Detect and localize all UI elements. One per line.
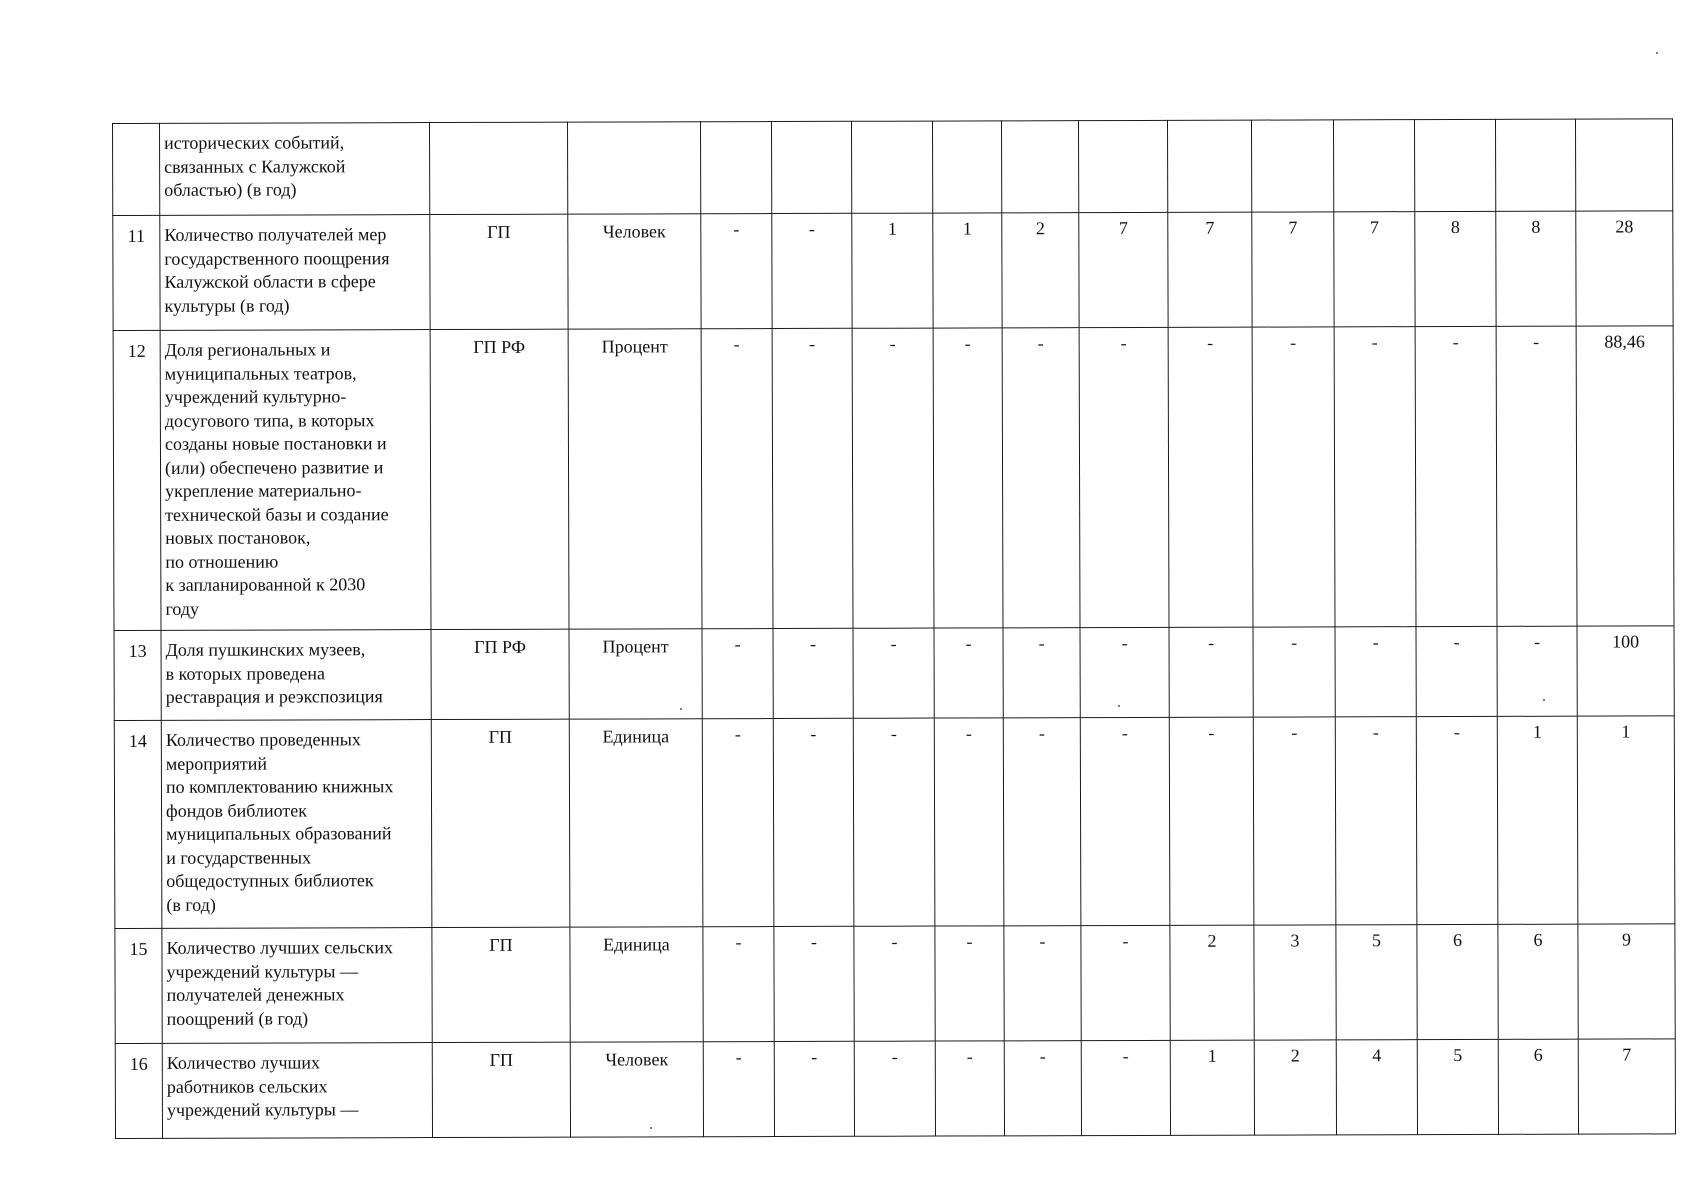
value-cell: 2 bbox=[1254, 1040, 1336, 1135]
value-cell: - bbox=[1497, 626, 1577, 716]
value-cell: - bbox=[1252, 327, 1335, 627]
table-row bbox=[113, 326, 1674, 631]
row-number-cell: 12 bbox=[113, 330, 161, 630]
scan-speck bbox=[1543, 699, 1545, 701]
value-cell: 7 bbox=[1079, 212, 1168, 327]
value-cell bbox=[1414, 119, 1495, 211]
scan-speck bbox=[1118, 705, 1120, 707]
value-cell: 7 bbox=[1252, 212, 1334, 327]
table-row bbox=[113, 119, 1673, 216]
value-cell: - bbox=[1496, 326, 1577, 626]
table-row bbox=[114, 716, 1675, 929]
value-cell bbox=[1251, 120, 1333, 212]
value-cell: 3 bbox=[1254, 925, 1336, 1040]
value-cell: 9 bbox=[1578, 924, 1675, 1039]
indicator-level-cell: ГП РФ bbox=[431, 629, 569, 719]
value-cell: - bbox=[773, 718, 854, 926]
row-number-cell bbox=[113, 123, 160, 215]
value-cell: - bbox=[854, 926, 935, 1041]
indicator-name-text: Количество получателей мер государственного поощрения Калужской области в сфере культуры (в год) bbox=[164, 224, 390, 316]
value-cell bbox=[1575, 119, 1672, 211]
value-cell: 8 bbox=[1415, 211, 1496, 326]
value-cell: - bbox=[1416, 626, 1497, 716]
value-cell: 2 bbox=[1170, 925, 1254, 1040]
value-cell: - bbox=[1416, 716, 1498, 924]
value-cell: - bbox=[933, 328, 1003, 628]
value-cell: - bbox=[1080, 717, 1170, 925]
indicator-level-cell: ГП bbox=[431, 719, 570, 927]
value-cell: 7 bbox=[1168, 212, 1252, 327]
value-cell: 100 bbox=[1577, 626, 1674, 716]
indicator-name-cell bbox=[162, 928, 432, 1044]
value-cell: 6 bbox=[1498, 1039, 1578, 1134]
table-body bbox=[113, 119, 1676, 1139]
unit-cell: Процент bbox=[568, 329, 702, 629]
row-number-cell: 11 bbox=[113, 215, 160, 330]
indicator-name-text: Доля пушкинских музеев, в которых проведена реставрация и реэкспозиция bbox=[165, 639, 383, 707]
value-cell: - bbox=[935, 926, 1004, 1041]
value-cell: 4 bbox=[1336, 1040, 1417, 1135]
value-cell: - bbox=[774, 1041, 854, 1136]
value-cell: - bbox=[1415, 326, 1497, 626]
indicator-name-cell bbox=[160, 123, 430, 216]
value-cell: - bbox=[1253, 627, 1335, 717]
value-cell: 28 bbox=[1576, 211, 1673, 326]
indicator-name-cell bbox=[162, 1043, 432, 1139]
table-row bbox=[113, 211, 1673, 331]
value-cell: - bbox=[702, 629, 773, 719]
value-cell: - bbox=[1168, 327, 1253, 627]
value-cell: - bbox=[1004, 926, 1081, 1041]
value-cell: - bbox=[1002, 328, 1080, 628]
value-cell: - bbox=[1334, 327, 1416, 627]
value-cell: 2 bbox=[1002, 213, 1079, 328]
value-cell: 7 bbox=[1334, 212, 1415, 327]
scan-speck bbox=[650, 1127, 652, 1129]
value-cell: - bbox=[1335, 627, 1416, 717]
value-cell: 6 bbox=[1417, 924, 1498, 1039]
value-cell: - bbox=[1253, 717, 1336, 925]
value-cell: - bbox=[853, 718, 935, 926]
value-cell: 8 bbox=[1496, 211, 1576, 326]
value-cell bbox=[771, 121, 851, 213]
value-cell: 5 bbox=[1417, 1039, 1498, 1134]
value-cell: - bbox=[852, 328, 934, 628]
value-cell: - bbox=[772, 213, 852, 328]
row-number-cell: 16 bbox=[115, 1043, 162, 1138]
value-cell: - bbox=[1003, 718, 1081, 926]
value-cell: - bbox=[934, 628, 1003, 718]
indicator-level-cell: ГП РФ bbox=[430, 329, 569, 629]
value-cell: 88,46 bbox=[1576, 326, 1674, 626]
value-cell bbox=[1333, 120, 1414, 212]
unit-cell bbox=[567, 122, 700, 214]
value-cell: - bbox=[1004, 1041, 1081, 1136]
value-cell: 1 bbox=[933, 213, 1002, 328]
value-cell: - bbox=[703, 927, 774, 1042]
value-cell: - bbox=[1003, 628, 1080, 718]
value-cell: - bbox=[1169, 717, 1254, 925]
value-cell: - bbox=[1335, 717, 1417, 925]
value-cell: - bbox=[1079, 327, 1169, 627]
indicator-name-text: Количество проведенных мероприятий по комплектованию книжных фондов библиотек муниципальных образований и государственных общедоступных библиотек (в год) bbox=[165, 729, 394, 915]
row-number-cell: 14 bbox=[114, 720, 162, 928]
indicator-name-cell bbox=[161, 630, 431, 721]
unit-cell: Процент bbox=[569, 629, 702, 719]
value-cell: - bbox=[772, 328, 853, 628]
value-cell: 1 bbox=[1577, 716, 1675, 924]
value-cell: - bbox=[703, 1042, 774, 1137]
indicator-level-cell: ГП bbox=[432, 1042, 570, 1137]
value-cell: - bbox=[934, 718, 1004, 926]
indicator-name-cell bbox=[160, 330, 431, 631]
value-cell bbox=[1167, 120, 1251, 212]
value-cell: - bbox=[1080, 627, 1169, 717]
value-cell: - bbox=[1169, 627, 1253, 717]
indicator-level-cell: ГП bbox=[432, 927, 570, 1042]
value-cell: - bbox=[853, 628, 934, 718]
indicator-name-text: Количество лучших сельских учреждений культуры — получателей денежных поощрений (в год) bbox=[166, 937, 393, 1029]
value-cell: 6 bbox=[1498, 924, 1578, 1039]
value-cell: 1 bbox=[852, 213, 933, 328]
value-cell bbox=[700, 122, 771, 214]
indicator-name-text: Доля региональных и муниципальных театров, учреждений культурно- досугового типа, в которых созданы новые постановки и (или) обеспечено развитие и укрепление материально- технической базы и создание новых постановок, по отношению к запланированной к 2030 году bbox=[164, 339, 389, 619]
value-cell: - bbox=[774, 926, 854, 1041]
value-cell: - bbox=[1081, 925, 1170, 1040]
value-cell: 1 bbox=[1170, 1040, 1254, 1135]
indicator-level-cell bbox=[430, 122, 568, 214]
value-cell bbox=[1001, 121, 1078, 213]
value-cell: 1 bbox=[1497, 716, 1578, 924]
value-cell: - bbox=[1081, 1040, 1170, 1135]
value-cell bbox=[1078, 120, 1167, 212]
value-cell bbox=[932, 121, 1001, 213]
unit-cell: Человек bbox=[570, 1042, 703, 1137]
scan-speck bbox=[680, 708, 682, 710]
value-cell: - bbox=[854, 1041, 935, 1136]
scan-speck bbox=[1656, 52, 1658, 54]
value-cell: 7 bbox=[1578, 1039, 1675, 1134]
value-cell bbox=[1495, 119, 1575, 211]
value-cell: - bbox=[701, 329, 773, 629]
indicator-level-cell: ГП bbox=[430, 214, 568, 329]
indicator-name-text: исторических событий, связанных с Калужской областью) (в год) bbox=[164, 132, 346, 200]
table-row bbox=[115, 1039, 1675, 1139]
table-row bbox=[115, 924, 1675, 1044]
indicator-name-cell bbox=[160, 215, 430, 331]
row-number-cell: 15 bbox=[115, 928, 162, 1043]
value-cell: - bbox=[701, 214, 772, 329]
unit-cell: Человек bbox=[568, 214, 701, 329]
row-number-cell: 13 bbox=[114, 630, 161, 720]
unit-cell: Единица bbox=[570, 927, 703, 1042]
indicator-name-text: Количество лучших работников сельских учреждений культуры — bbox=[166, 1052, 359, 1120]
unit-cell: Единица bbox=[569, 719, 703, 927]
indicator-name-cell bbox=[161, 720, 432, 929]
value-cell: - bbox=[935, 1041, 1004, 1136]
table-row bbox=[114, 626, 1674, 721]
value-cell bbox=[851, 121, 932, 213]
value-cell: - bbox=[702, 719, 774, 927]
value-cell: - bbox=[773, 628, 853, 718]
indicators-table bbox=[112, 118, 1676, 1139]
value-cell: 5 bbox=[1336, 925, 1417, 1040]
